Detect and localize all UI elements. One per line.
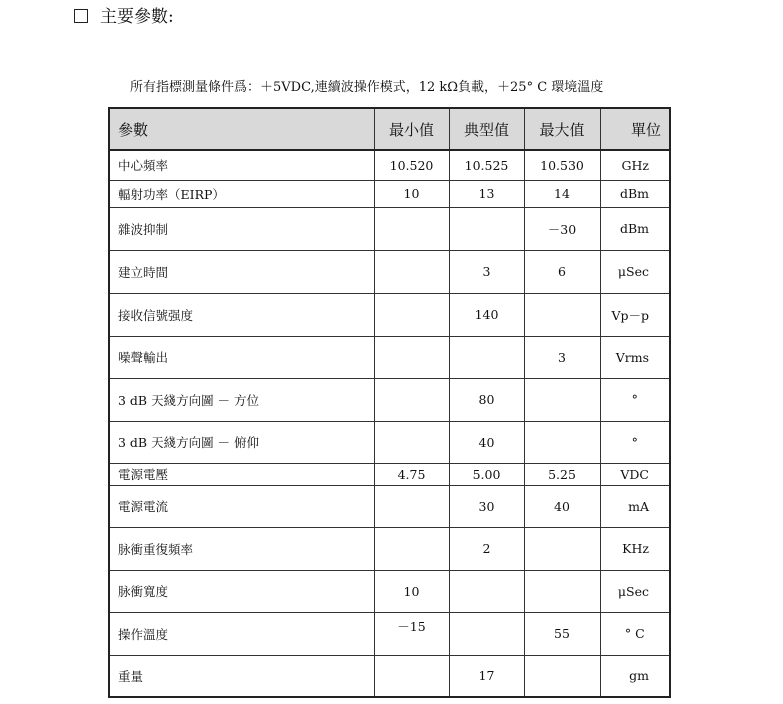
unit-cell: KHz	[600, 527, 670, 570]
section-title: 主要參數:	[100, 7, 174, 27]
param-cell: 操作溫度	[109, 612, 374, 655]
header-parameter: 參數	[109, 108, 374, 150]
min-cell	[374, 421, 449, 463]
min-cell: 10	[374, 180, 449, 207]
typ-cell: 13	[449, 180, 524, 207]
typ-cell	[449, 207, 524, 250]
min-cell: 10.520	[374, 150, 449, 180]
section-heading	[74, 5, 174, 29]
table-row	[109, 421, 670, 463]
min-cell	[374, 293, 449, 336]
header-min: 最小值	[374, 108, 449, 150]
min-cell	[374, 207, 449, 250]
table-row	[109, 293, 670, 336]
max-cell	[524, 378, 600, 421]
unit-cell: dBm	[600, 180, 670, 207]
param-cell: 建立時間	[109, 250, 374, 293]
table-row	[109, 336, 670, 378]
typ-cell: 5.00	[449, 463, 524, 485]
max-cell	[524, 655, 600, 697]
typ-cell: 3	[449, 250, 524, 293]
unit-cell: gm	[600, 655, 670, 697]
param-cell: 中心頻率	[109, 150, 374, 180]
min-cell	[374, 336, 449, 378]
table-row	[109, 527, 670, 570]
table-row	[109, 207, 670, 250]
max-cell: 55	[524, 612, 600, 655]
parameters-table	[108, 107, 671, 698]
table-row	[109, 570, 670, 612]
measurement-conditions: 所有指標測量條件爲：＋5VDC,連續波操作模式，12 kΩ負載，＋25° C 環境溫度	[130, 80, 604, 95]
typ-cell: 140	[449, 293, 524, 336]
typ-cell	[449, 570, 524, 612]
table-row	[109, 463, 670, 485]
param-cell: 3 dB 天綫方向圖 － 方位	[109, 378, 374, 421]
param-cell: 重量	[109, 655, 374, 697]
max-cell	[524, 421, 600, 463]
table-row	[109, 378, 670, 421]
unit-cell: Vrms	[600, 336, 670, 378]
header-typ: 典型值	[449, 108, 524, 150]
max-cell: 5.25	[524, 463, 600, 485]
param-cell: 電源電流	[109, 485, 374, 527]
min-cell: 10	[374, 570, 449, 612]
min-cell	[374, 485, 449, 527]
typ-cell: 80	[449, 378, 524, 421]
checkbox-square-icon	[74, 9, 88, 23]
unit-cell: °	[600, 378, 670, 421]
unit-cell: °	[600, 421, 670, 463]
table-header-row	[109, 108, 670, 150]
param-cell: 脉衝寬度	[109, 570, 374, 612]
table-row	[109, 485, 670, 527]
min-cell: －15	[374, 612, 449, 655]
min-cell	[374, 378, 449, 421]
table-row	[109, 612, 670, 655]
unit-cell: mA	[600, 485, 670, 527]
max-cell: 10.530	[524, 150, 600, 180]
typ-cell	[449, 336, 524, 378]
unit-cell: GHz	[600, 150, 670, 180]
max-cell: 14	[524, 180, 600, 207]
max-cell: －30	[524, 207, 600, 250]
param-cell: 噪聲輸出	[109, 336, 374, 378]
unit-cell: μSec	[600, 250, 670, 293]
typ-cell: 10.525	[449, 150, 524, 180]
param-cell: 脉衝重復頻率	[109, 527, 374, 570]
typ-cell: 2	[449, 527, 524, 570]
param-cell: 接收信號强度	[109, 293, 374, 336]
min-cell: 4.75	[374, 463, 449, 485]
param-cell: 3 dB 天綫方向圖 － 俯仰	[109, 421, 374, 463]
table-row	[109, 180, 670, 207]
header-max: 最大值	[524, 108, 600, 150]
unit-cell: ° C	[600, 612, 670, 655]
table-row	[109, 655, 670, 697]
min-cell	[374, 527, 449, 570]
unit-cell: Vp－p	[600, 293, 670, 336]
unit-cell: μSec	[600, 570, 670, 612]
min-cell	[374, 250, 449, 293]
max-cell: 3	[524, 336, 600, 378]
typ-cell: 40	[449, 421, 524, 463]
header-unit: 單位	[600, 108, 670, 150]
typ-cell	[449, 612, 524, 655]
param-cell: 雜波抑制	[109, 207, 374, 250]
typ-cell: 30	[449, 485, 524, 527]
max-cell	[524, 293, 600, 336]
max-cell: 40	[524, 485, 600, 527]
param-cell: 輻射功率（EIRP）	[109, 180, 374, 207]
table-row	[109, 250, 670, 293]
max-cell: 6	[524, 250, 600, 293]
unit-cell: dBm	[600, 207, 670, 250]
min-cell	[374, 655, 449, 697]
unit-cell: VDC	[600, 463, 670, 485]
max-cell	[524, 570, 600, 612]
typ-cell: 17	[449, 655, 524, 697]
max-cell	[524, 527, 600, 570]
param-cell: 電源電壓	[109, 463, 374, 485]
table-row	[109, 150, 670, 180]
